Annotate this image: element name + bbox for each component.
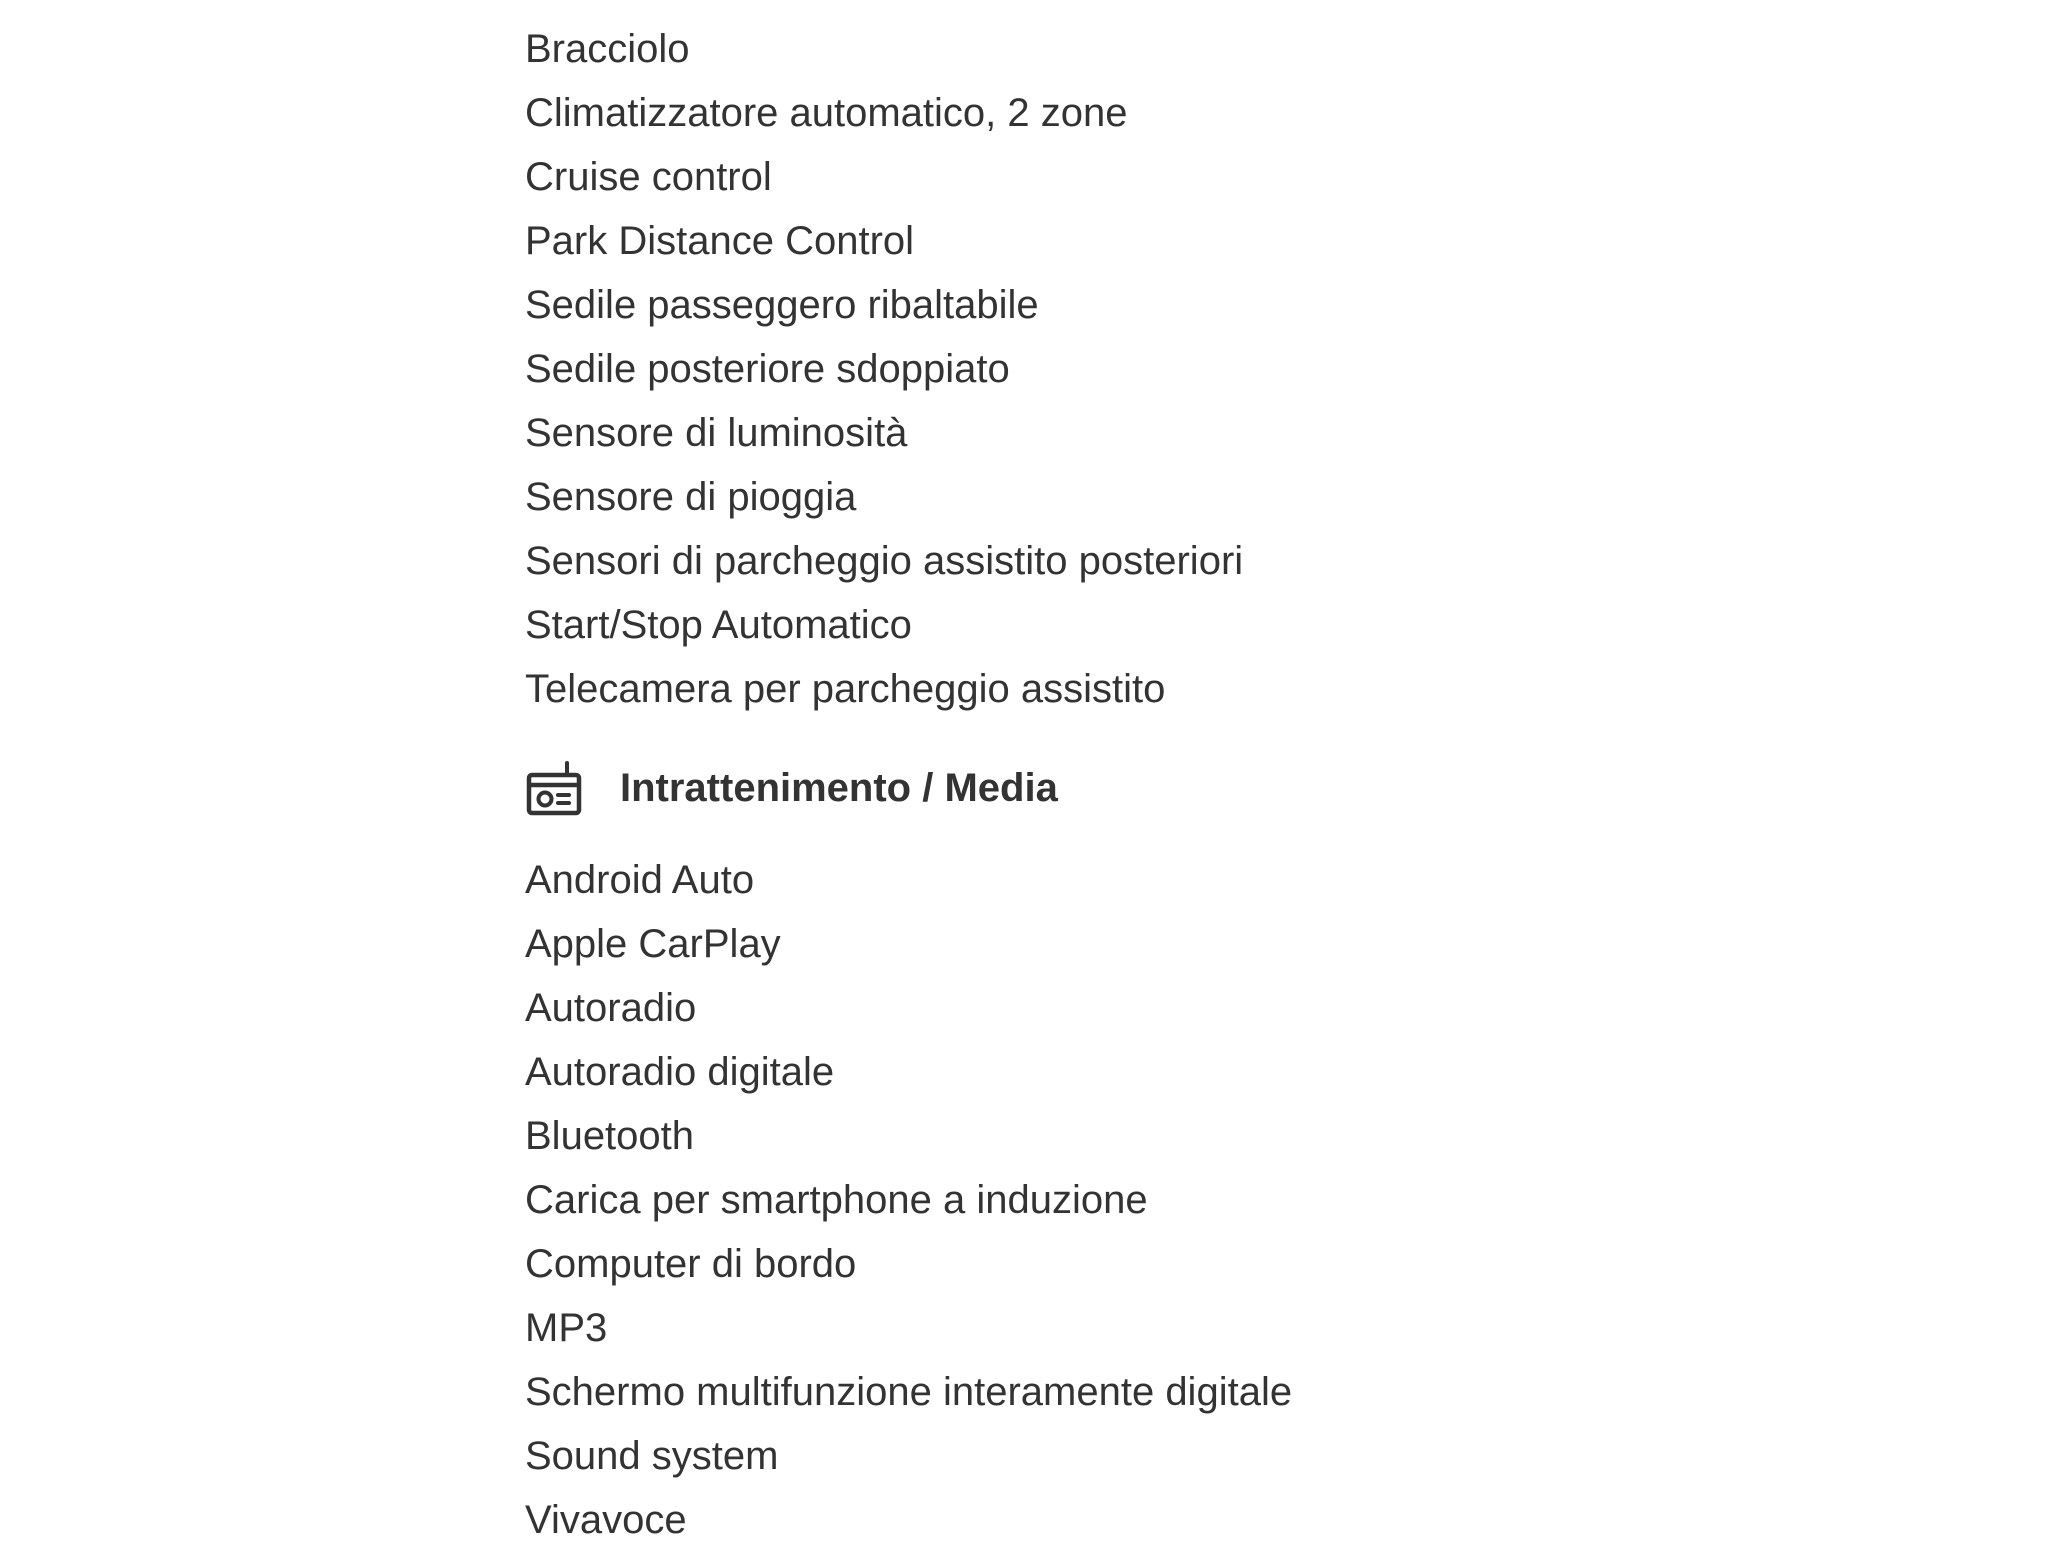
list-item: Sedile passeggero ribaltabile — [525, 283, 1039, 327]
list-item: Schermo multifunzione interamente digitale — [525, 1370, 1293, 1414]
list-item: Sound system — [525, 1434, 779, 1478]
list-item: Park Distance Control — [525, 219, 915, 263]
list-item: Cruise control — [525, 155, 772, 199]
media-section-header — [525, 752, 1058, 824]
list-item: Telecamera per parcheggio assistito — [525, 667, 1166, 711]
radio-icon — [525, 759, 583, 817]
list-item: Apple CarPlay — [525, 922, 781, 966]
list-item: Carica per smartphone a induzione — [525, 1178, 1148, 1222]
list-item: Autoradio — [525, 986, 697, 1030]
list-item: Vivavoce — [525, 1498, 687, 1542]
list-item: Sensori di parcheggio assistito posteriori — [525, 539, 1244, 583]
list-item: Start/Stop Automatico — [525, 603, 912, 647]
list-item: Bluetooth — [525, 1114, 695, 1158]
list-item: Sensore di luminosità — [525, 411, 908, 455]
list-item: Android Auto — [525, 858, 755, 902]
list-item: MP3 — [525, 1306, 608, 1350]
list-item: Sensore di pioggia — [525, 475, 857, 519]
comfort-feature-list — [525, 17, 1243, 721]
list-item: Autoradio digitale — [525, 1050, 835, 1094]
list-item: Sedile posteriore sdoppiato — [525, 347, 1010, 391]
media-feature-list — [525, 848, 1292, 1552]
section-title: Intrattenimento / Media — [620, 765, 1058, 810]
list-item: Climatizzatore automatico, 2 zone — [525, 91, 1128, 135]
list-item: Bracciolo — [525, 27, 690, 71]
list-item: Computer di bordo — [525, 1242, 857, 1286]
